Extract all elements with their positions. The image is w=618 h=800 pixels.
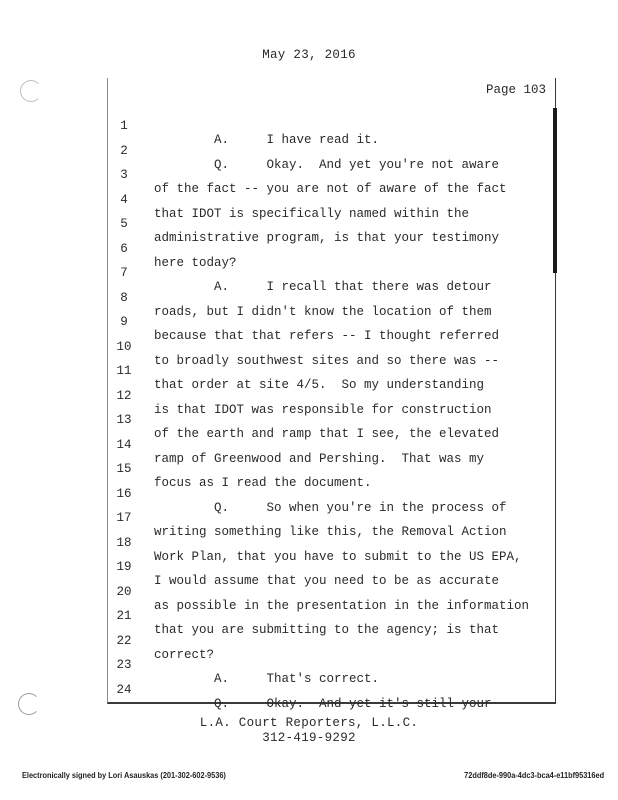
line-text: I would assume that you need to be as accurate [154,574,500,588]
line-text: administrative program, is that your testimony [154,231,500,245]
line-text: Work Plan, that you have to submit to the US EPA, [154,549,522,564]
line-text: focus as I read the document. [154,476,372,490]
line-text: because that that refers -- I thought referred [154,329,500,343]
court-reporter-name: L.A. Court Reporters, L.L.C. [199,716,419,730]
header-date: May 23, 2016 [262,48,356,62]
line-number: 20 [116,584,132,599]
line-number: 4 [120,192,128,207]
line-text: as possible in the presentation in the information [154,598,530,613]
court-reporter-phone: 312-419-9292 [262,731,356,745]
line-number: 10 [116,339,132,354]
electronic-signature: Electronically signed by Lori Asauskas (201-302-602-9536) [22,771,226,780]
transcript-line [0,571,618,613]
line-text: to broadly southwest sites and so there was -- [154,353,500,368]
line-number: 18 [116,535,132,550]
line-text: Q. Okay. And yet you're not aware [154,157,500,172]
transcript-line [0,399,618,441]
transcript-line [0,375,618,417]
line-number: 7 [120,266,128,280]
transcript-line [0,546,618,588]
binder-hole-top [20,80,42,102]
line-number: 2 [120,143,128,158]
line-number: 1 [120,119,128,133]
line-number: 5 [120,217,128,231]
line-text: Q. Okay. And yet it's still your [154,696,492,711]
line-number: 24 [116,682,132,697]
transcript-line [0,350,618,392]
line-text: A. I have read it. [154,133,380,147]
line-number: 13 [116,413,132,427]
line-number: 9 [120,315,128,329]
transcript-line [0,252,618,294]
transcript-line [0,228,618,270]
transcript-line [0,105,618,147]
transcript-line [0,179,618,221]
document-hash: 72ddf8de-990a-4dc3-bca4-e11bf95316ed [464,771,604,780]
line-number: 16 [116,486,132,501]
line-number: 12 [116,388,132,403]
line-text: of the earth and ramp that I see, the elevated [154,427,500,441]
line-number: 21 [116,609,132,623]
transcript-line [0,522,618,564]
line-number: 15 [116,462,132,476]
transcript-line [0,154,618,196]
line-number: 14 [116,437,132,452]
transcript-line [0,448,618,490]
transcript-line [0,497,618,539]
line-text: is that IDOT was responsible for construction [154,402,492,417]
line-text: correct? [154,647,215,662]
line-text: writing something like this, the Removal Action [154,525,507,539]
line-number: 3 [120,168,128,182]
line-text: A. I recall that there was detour [154,280,492,294]
transcript-line [0,277,618,319]
line-number: 19 [116,560,132,574]
line-text: that IDOT is specifically named within the [154,206,470,221]
line-text: roads, but I didn't know the location of them [154,304,492,319]
transcript-line [0,669,618,711]
transcript-line [0,203,618,245]
transcript-line [0,644,618,686]
line-number: 8 [120,290,128,305]
transcript-line [0,595,618,637]
line-text: that you are submitting to the agency; is that [154,623,500,637]
line-text: A. That's correct. [154,672,380,686]
transcript-line [0,424,618,466]
transcript-line [0,326,618,368]
line-number: 17 [116,511,132,525]
line-text: that order at site 4/5. So my understanding [154,378,485,392]
line-text: here today? [154,255,237,270]
line-number: 22 [116,633,132,648]
line-text: Q. So when you're in the process of [154,500,507,515]
transcript-line [0,301,618,343]
page-number: Page 103 [485,83,546,97]
line-number: 23 [116,658,132,672]
transcript-line [0,620,618,662]
line-number: 6 [120,241,128,256]
line-number: 11 [116,364,132,378]
line-text: of the fact -- you are not of aware of the fact [154,182,507,196]
transcript-line [0,473,618,515]
line-text: ramp of Greenwood and Pershing. That was my [154,451,485,466]
transcript-line [0,130,618,172]
